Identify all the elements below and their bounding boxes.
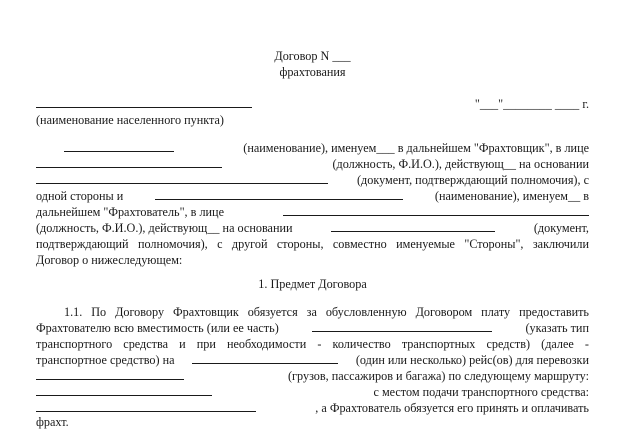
clause-line-6: с местом подачи транспортного средства: [36,384,589,400]
blank-name-2 [155,188,403,200]
blank-vehicle [312,320,492,332]
clause-line-3: транспортного средства и при необходимости - количество транспортных средств) (далее - [36,337,589,351]
clause-line-5: (грузов, пассажиров и багажа) по следующему маршруту: [36,368,589,384]
date-field: "___"________ ____ г. [474,97,589,111]
preamble-line-6: (должность, Ф.И.О.), действующ__ на основании (документ, [36,221,589,235]
place-date-row [36,96,589,112]
place-blank [36,96,252,108]
blank-doc-2 [331,220,495,232]
doc-title: Договор N ___ [274,49,351,63]
clause-line-1: 1.1. По Договору Фрахтовщик обязуется за обусловленную Договором плату предоставить [64,305,589,319]
blank-name-1 [64,140,174,152]
doc-subtitle: фрахтования [279,65,346,79]
section-title: 1. Предмет Договора [258,277,367,291]
preamble-line-8: Договор о нижеследующем: [36,253,183,267]
blank-person-2 [283,204,589,216]
preamble-line-2: (должность, Ф.И.О.), действующ__ на основании [36,156,589,172]
blank-doc-1 [36,172,328,184]
preamble-line-5: дальнейшем "Фрахтователь", в лице [36,204,589,220]
preamble-line-3: (документ, подтверждающий полномочия), с [36,172,589,188]
clause-line-7: , а Фрахтователь обязуется его принять и оплачивать [36,400,589,416]
place-caption: (наименование населенного пункта) [36,113,224,127]
blank-place [36,400,256,412]
blank-cargo [36,368,184,380]
blank-trips [192,352,338,364]
blank-person-1 [36,156,222,168]
clause-line-8: фрахт. [36,415,69,429]
preamble-line-4: одной стороны и (наименование), именуем__ в [36,189,589,203]
preamble-line-7: подтверждающий полномочия), с другой стороны, совместно именуемые "Стороны", заключили [36,237,589,251]
preamble-line-1: (наименование), именуем___ в дальнейшем "Фрахтовщик", в лице [36,140,589,156]
blank-route [36,384,212,396]
clause-line-4: транспортное средство) на (один или несколько) рейс(ов) для перевозки [36,353,589,367]
clause-line-2: Фрахтователю всю вместимость (или ее часть) (указать тип [36,321,589,335]
